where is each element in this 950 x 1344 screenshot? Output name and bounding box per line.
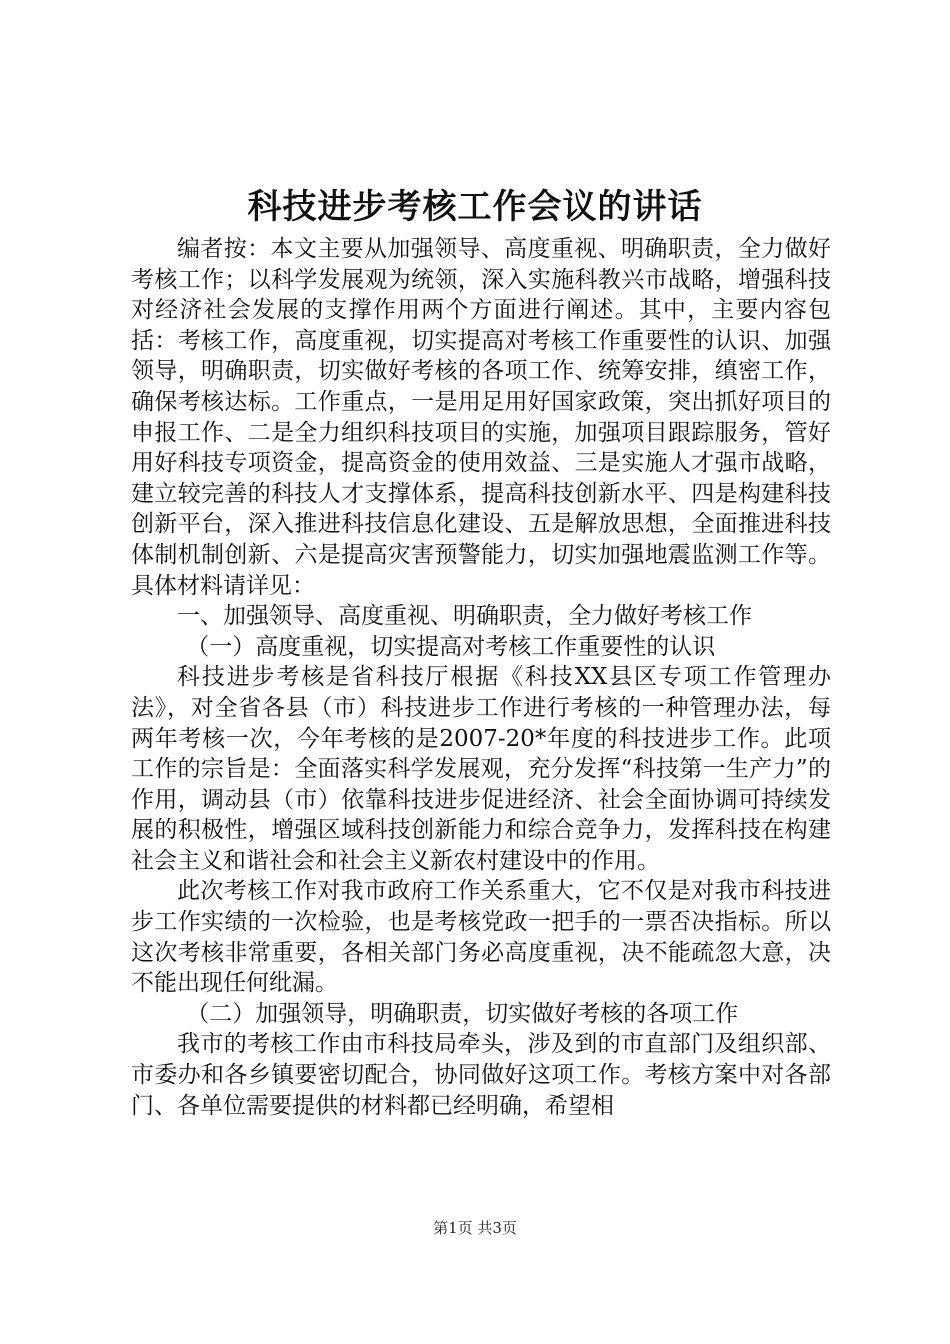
- paragraph: 此次考核工作对我市政府工作关系重大，它不仅是对我市科技进步工作实绩的一次检验，也是考核党政一把手的一票否决指标。所以这次考核非常重要，各相关部门务必高度重视，决不能疏忽大意，决不能出现任何纰漏。: [131, 878, 831, 997]
- paragraph-editor-note: 编者按：本文主要从加强领导、高度重视、明确职责，全力做好考核工作；以科学发展观为统领，深入实施科教兴市战略，增强科技对经济社会发展的支撑作用两个方面进行阐述。其中，主要内容包括：考核工作，高度重视，切实提高对考核工作重要性的认识、加强领导，明确职责，切实做好考核的各项工作、统筹安排，缜密工作，确保考核达标。工作重点，一是用足用好国家政策，突出抓好项目的申报工作、二是全力组织科技项目的实施，加强项目跟踪服务，管好用好科技专项资金，提高资金的使用效益、三是实施人才强市战略，建立较完善的科技人才支撑体系，提高科技创新水平、四是构建科技创新平台，深入推进科技信息化建设、五是解放思想，全面推进科技体制机制创新、六是提高灾害预警能力，切实加强地震监测工作等。具体材料请详见：: [131, 236, 831, 599]
- document-body: [131, 234, 831, 1121]
- subsection-heading-2: （二）加强领导，明确职责，切实做好考核的各项工作: [186, 1000, 739, 1027]
- document-title: 科技进步考核工作会议的讲话: [247, 187, 703, 227]
- subsection-heading-1: （一）高度重视，切实提高对考核工作重要性的认识: [186, 633, 716, 660]
- paragraph: 科技进步考核是省科技厅根据《科技XX县区专项工作管理办法》，对全省各县（市）科技进步工作进行考核的一种管理办法，每两年考核一次，今年考核的是2007-20*年度的科技进步工作。此项工作的宗旨是：全面落实科学发展观，充分发挥“科技第一生产力”的作用，调动县（市）依靠科技进步促进经济、社会全面协调可持续发展的积极性，增强区域科技创新能力和综合竞争力，发挥科技在构建社会主义和谐社会和社会主义新农村建设中的作用。: [131, 664, 831, 874]
- section-heading-1: 一、加强领导、高度重视、明确职责，全力做好考核工作: [177, 603, 752, 630]
- page-footer: 第1页 共3页: [433, 1219, 517, 1237]
- paragraph: 我市的考核工作由市科技局牵头，涉及到的市直部门及组织部、市委办和各乡镇要密切配合，协同做好这项工作。考核方案中对各部门、各单位需要提供的材料都已经明确，希望相: [131, 1031, 831, 1119]
